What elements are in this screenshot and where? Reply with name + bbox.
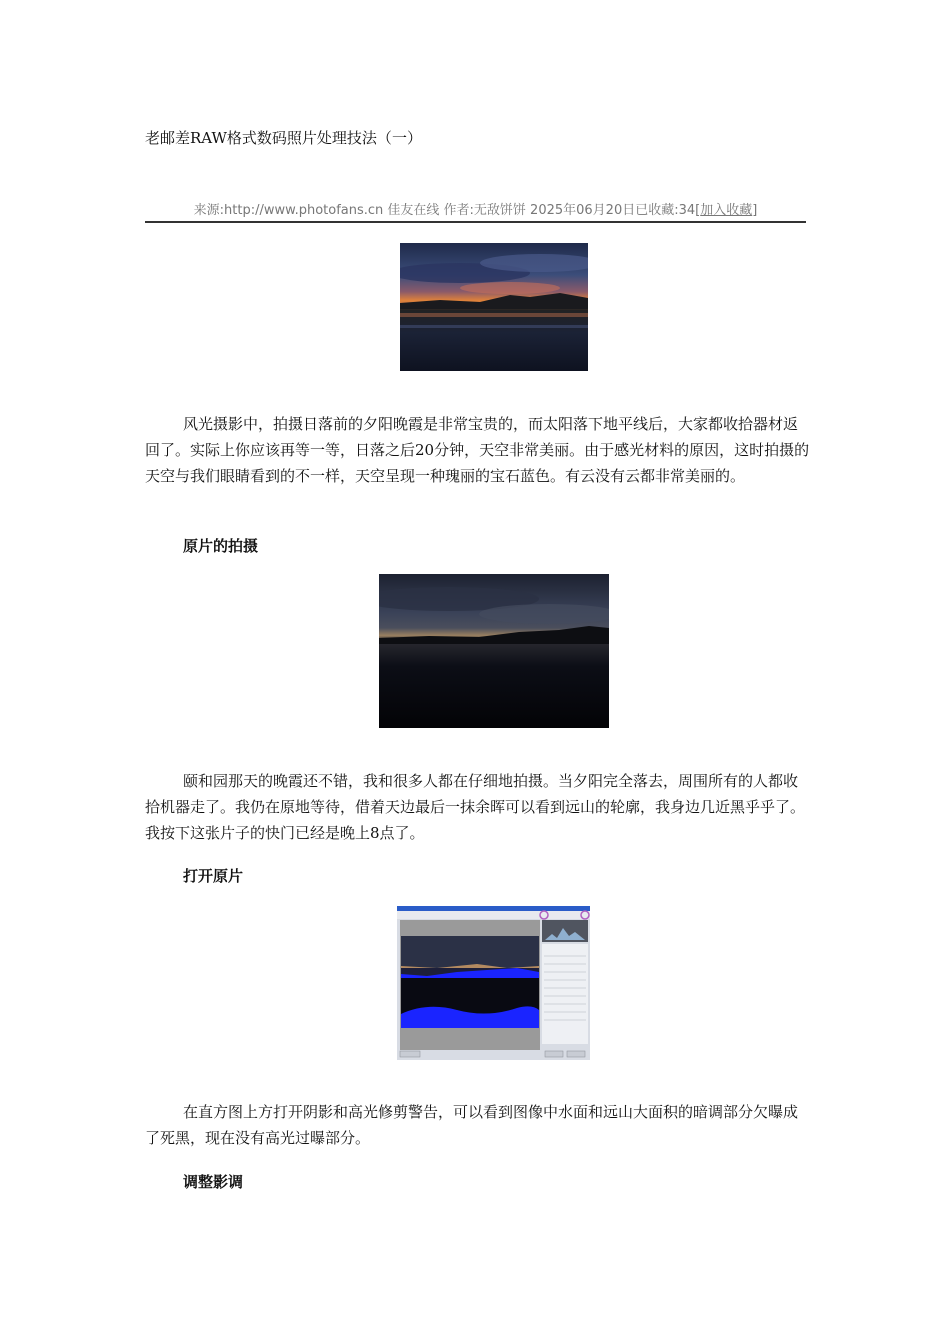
source-text: 来源:http://www.photofans.cn 佳友在线 作者:无敌饼饼 2025年06月20日已收藏:34[ [193, 203, 701, 218]
article-title: 老邮差RAW格式数码照片处理技法（一） [145, 129, 422, 147]
dusk-photo [379, 574, 609, 728]
paragraph-1: 风光摄影中，拍摄日落前的夕阳晚霞是非常宝贵的，而太阳落下地平线后，大家都收拾器材返回了。实际上你应该再等一等，日落之后20分钟，天空非常美丽。由于感光材料的原因，这时拍摄的天空与我们眼睛看到的不一样，天空呈现一种瑰丽的宝石蓝色。有云没有云都非常美丽的。 [145, 415, 810, 485]
camera-raw-screenshot [397, 906, 590, 1060]
paragraph-3: 在直方图上方打开阴影和高光修剪警告，可以看到图像中水面和远山大面积的暗调部分欠曝成了死黑，现在没有高光过曝部分。 [145, 1103, 799, 1147]
heading-open-original: 打开原片 [183, 867, 244, 885]
sunset-photo [400, 243, 588, 371]
source-line [145, 199, 806, 223]
heading-original-shot: 原片的拍摄 [183, 537, 259, 555]
heading-adjust-tone: 调整影调 [183, 1173, 244, 1191]
source-close: ] [752, 203, 758, 218]
add-favorite-link[interactable]: 加入收藏 [700, 203, 753, 218]
paragraph-2: 颐和园那天的晚霞还不错，我和很多人都在仔细地拍摄。当夕阳完全落去，周围所有的人都收拾机器走了。我仍在原地等待，借着天边最后一抹余晖可以看到远山的轮廓，我身边几近黑乎乎了。我按下这张片子的快门已经是晚上8点了。 [145, 772, 806, 842]
